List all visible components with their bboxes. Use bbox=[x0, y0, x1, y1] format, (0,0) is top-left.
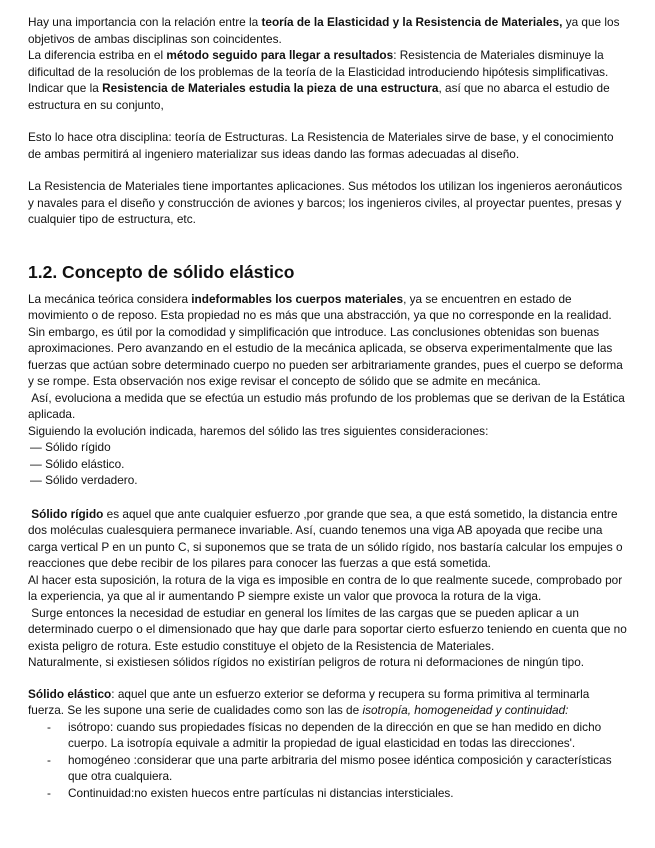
rigid-paragraph-2: Al hacer esta suposición, la rotura de la viga es imposible en contra de lo que realmente sucede, comprobado por la experiencia, ya que al ir aumentando P siempre existe un valor que provoca la rotura de la viga. bbox=[28, 572, 623, 603]
document-page bbox=[28, 14, 631, 801]
section-paragraph-1: La mecánica teórica considera indeformables los cuerpos materiales, ya se encuentren en estado de movimiento o de reposo. Esta propiedad no es más que una abstracción, ya que no corresponde en la realidad. Sin embargo, es útil por la comodidad y simplificación que introduce. Las conclusiones obtenidas son buenas aproximaciones. Pero avanzando en el estudio de la mecánica aplicada, se observa experimentalmente que las fuerzas que actúan sobre determinado cuerpo no pueden ser arbitrariamente grandes, pues el cuerpo se deforma y se rompe. Esta observación nos exige revisar el concepto de sólido que se admite en mecánica. bbox=[28, 291, 623, 388]
list-item-elastic: — Sólido elástico. bbox=[30, 456, 125, 471]
intro-paragraph-3: Indicar que la Resistencia de Materiales estudia la pieza de una estructura, así que no abarca el estudio de estructura en su conjunto, bbox=[28, 81, 610, 112]
qualities-list bbox=[28, 719, 628, 802]
bullet-dash: - bbox=[47, 785, 51, 800]
emphasis-rigid-solid: Sólido rígido bbox=[31, 506, 104, 521]
bullet-dash: - bbox=[47, 719, 51, 734]
list-item-homogeneous: - homogéneo :considerar que una parte arbitraria del mismo posee idéntica composición y características que otra cualquiera. bbox=[47, 752, 612, 783]
emphasis-structure-piece: Resistencia de Materiales estudia la pieza de una estructura bbox=[102, 81, 439, 95]
list-item-isotropic: - isótropo: cuando sus propiedades físicas no dependen de la dirección en que se han medido en dicho cuerpo. La isotropía equivale a admitir la propiedad de igual elasticidad en todas las direcciones'. bbox=[47, 719, 602, 750]
rigid-paragraph-4: Naturalmente, si existiesen sólidos rígidos no existirían peligros de rotura ni deformaciones de ningún tipo. bbox=[28, 655, 585, 669]
emphasis-elastic-solid: Sólido elástico bbox=[28, 686, 112, 701]
rigid-paragraph-1: Sólido rígido es aquel que ante cualquier esfuerzo ,por grande que sea, a que está sometido, la distancia entre dos moléculas cualesquiera permanece invariable. Así, cuando tenemos una viga AB apoyada que recibe una carga vertical P en un punto C, si suponemos que se trata de un sólido rígido, nos bastaría calcular los empujes o reacciones que debe recibir de los pilares para conocer las fuerzas a que está sometida. bbox=[28, 506, 626, 570]
elastic-paragraph: Sólido elástico: aquel que ante un esfuerzo exterior se deforma y recupera su forma primitiva al terminarla fuerza. Se les supone una serie de cualidades como son las de isotropía, homogeneidad y continuidad: bbox=[28, 686, 590, 717]
list-item-true: — Sólido verdadero. bbox=[30, 473, 138, 487]
intro-paragraph-4: Esto lo hace otra disciplina: teoría de Estructuras. La Resistencia de Materiales sirve de base, y el conocimiento de ambas permitirá al ingeniero materializar sus ideas dando las formas adecuadas al diseño. bbox=[28, 130, 614, 161]
intro-paragraph-5: La Resistencia de Materiales tiene importantes aplicaciones. Sus métodos los utilizan los ingenieros aeronáuticos y navales para el diseño y construcción de aviones y barcos; los ingenieros civiles, al proyectar puentes, presas y cualquier tipo de estructura, etc. bbox=[28, 179, 623, 226]
list-item-rigid: — Sólido rígido bbox=[30, 440, 111, 454]
bullet-dash: - bbox=[47, 752, 51, 767]
rigid-paragraph-3: Surge entonces la necesidad de estudiar en general los límites de las cargas que se pueden aplicar a un determinado cuerpo o el dimensionado que hay que darle para soportar cierto esfuerzo teniendo en cuenta que no exista peligro de rotura. Este estudio constituye el objeto de la Resistencia de Materiales. bbox=[28, 605, 631, 653]
section-paragraph-3: Siguiendo la evolución indicada, haremos del sólido las tres siguientes consideraciones: bbox=[28, 423, 489, 438]
emphasis-qualities: isotropía, homogeneidad y continuidad: bbox=[362, 703, 569, 717]
emphasis-method: método seguido para llegar a resultados bbox=[166, 48, 394, 62]
emphasis-indeformable: indeformables los cuerpos materiales bbox=[191, 291, 404, 306]
list-item-continuity: - Continuidad:no existen huecos entre partículas ni distancias intersticiales. bbox=[47, 785, 454, 800]
intro-paragraph-1: Hay una importancia con la relación entre la teoría de la Elasticidad y la Resistencia de Materiales, ya que los objetivos de ambas disciplinas son coincidentes. bbox=[28, 15, 620, 46]
emphasis-elasticity-strength: teoría de la Elasticidad y la Resistencia de Materiales, bbox=[261, 15, 563, 29]
intro-paragraph-2: La diferencia estriba en el método seguido para llegar a resultados: Resistencia de Materiales disminuye la dificultad de la resolución de los problemas de la teoría de la Elasticidad introduciendo hipótesis simplificativas. bbox=[28, 48, 609, 79]
section-paragraph-2: Así, evoluciona a medida que se efectúa un estudio más profundo de los problemas que se derivan de la Estática aplicada. bbox=[28, 390, 629, 421]
section-heading: 1.2. Concepto de sólido elástico bbox=[28, 261, 295, 282]
